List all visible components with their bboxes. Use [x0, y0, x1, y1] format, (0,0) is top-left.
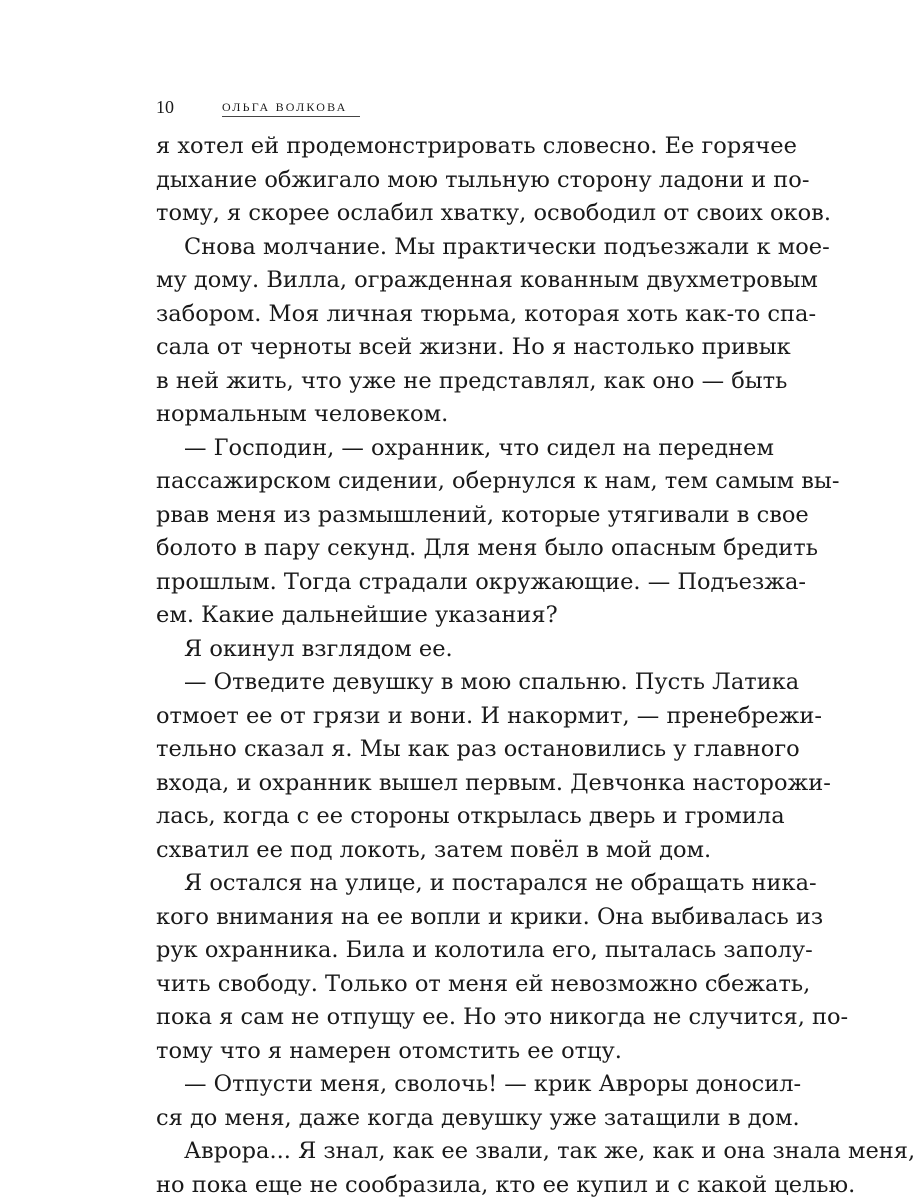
text-line: в ней жить, что уже не представлял, как оно — быть — [156, 365, 746, 399]
text-line: пассажирском сидении, обернулся к нам, тем самым вы- — [156, 465, 746, 499]
body-text — [156, 130, 746, 1202]
text-line: рвав меня из размышлений, которые утягивали в свое — [156, 499, 746, 533]
text-line: схватил ее под локоть, затем повёл в мой дом. — [156, 834, 746, 868]
text-line: нормальным человеком. — [156, 398, 746, 432]
text-line: лась, когда с ее стороны открылась дверь и громила — [156, 800, 746, 834]
text-line: болото в пару секунд. Для меня было опасным бредить — [156, 532, 746, 566]
text-line: тому, я скорее ослабил хватку, освободил от своих оков. — [156, 197, 746, 231]
text-line: му дому. Вилла, огражденная кованным двухметровым — [156, 264, 746, 298]
text-line: сала от черноты всей жизни. Но я настолько привык — [156, 331, 746, 365]
page-number: 10 — [156, 96, 174, 118]
text-line: рук охранника. Била и колотила его, пыталась заполу- — [156, 934, 746, 968]
text-line: — Отпусти меня, сволочь! — крик Авроры доносил- — [156, 1068, 746, 1102]
text-line: забором. Моя личная тюрьма, которая хоть как-то спа- — [156, 298, 746, 332]
text-line: чить свободу. Только от меня ей невозможно сбежать, — [156, 968, 746, 1002]
text-line: ем. Какие дальнейшие указания? — [156, 599, 746, 633]
text-line: входа, и охранник вышел первым. Девчонка насторожи- — [156, 767, 746, 801]
text-line: дыхание обжигало мою тыльную сторону ладони и по- — [156, 164, 746, 198]
text-line: Я остался на улице, и постарался не обращать ника- — [156, 867, 746, 901]
text-line: — Господин, — охранник, что сидел на переднем — [156, 432, 746, 466]
page-header — [156, 96, 746, 118]
text-line: я хотел ей продемонстрировать словесно. Ее горячее — [156, 130, 746, 164]
text-line: пока я сам не отпущу ее. Но это никогда не случится, по- — [156, 1001, 746, 1035]
text-line: тельно сказал я. Мы как раз остановились у главного — [156, 733, 746, 767]
text-line: Я окинул взглядом ее. — [156, 633, 746, 667]
text-line: отмоет ее от грязи и вони. И накормит, — пренебрежи- — [156, 700, 746, 734]
text-line: тому что я намерен отомстить ее отцу. — [156, 1035, 746, 1069]
text-line: кого внимания на ее вопли и крики. Она выбивалась из — [156, 901, 746, 935]
text-line: прошлым. Тогда страдали окружающие. — Подъезжа- — [156, 566, 746, 600]
running-head-author: ОЛЬГА ВОЛКОВА — [222, 99, 348, 115]
text-line: но пока еще не сообразила, кто ее купил и с какой целью. — [156, 1169, 746, 1202]
text-line: Снова молчание. Мы практически подъезжали к мое- — [156, 231, 746, 265]
text-line: — Отведите девушку в мою спальню. Пусть Латика — [156, 666, 746, 700]
running-head-underline — [222, 116, 360, 117]
text-line: Аврора... Я знал, как ее звали, так же, как и она знала меня, — [156, 1135, 746, 1169]
text-line: ся до меня, даже когда девушку уже затащили в дом. — [156, 1102, 746, 1136]
